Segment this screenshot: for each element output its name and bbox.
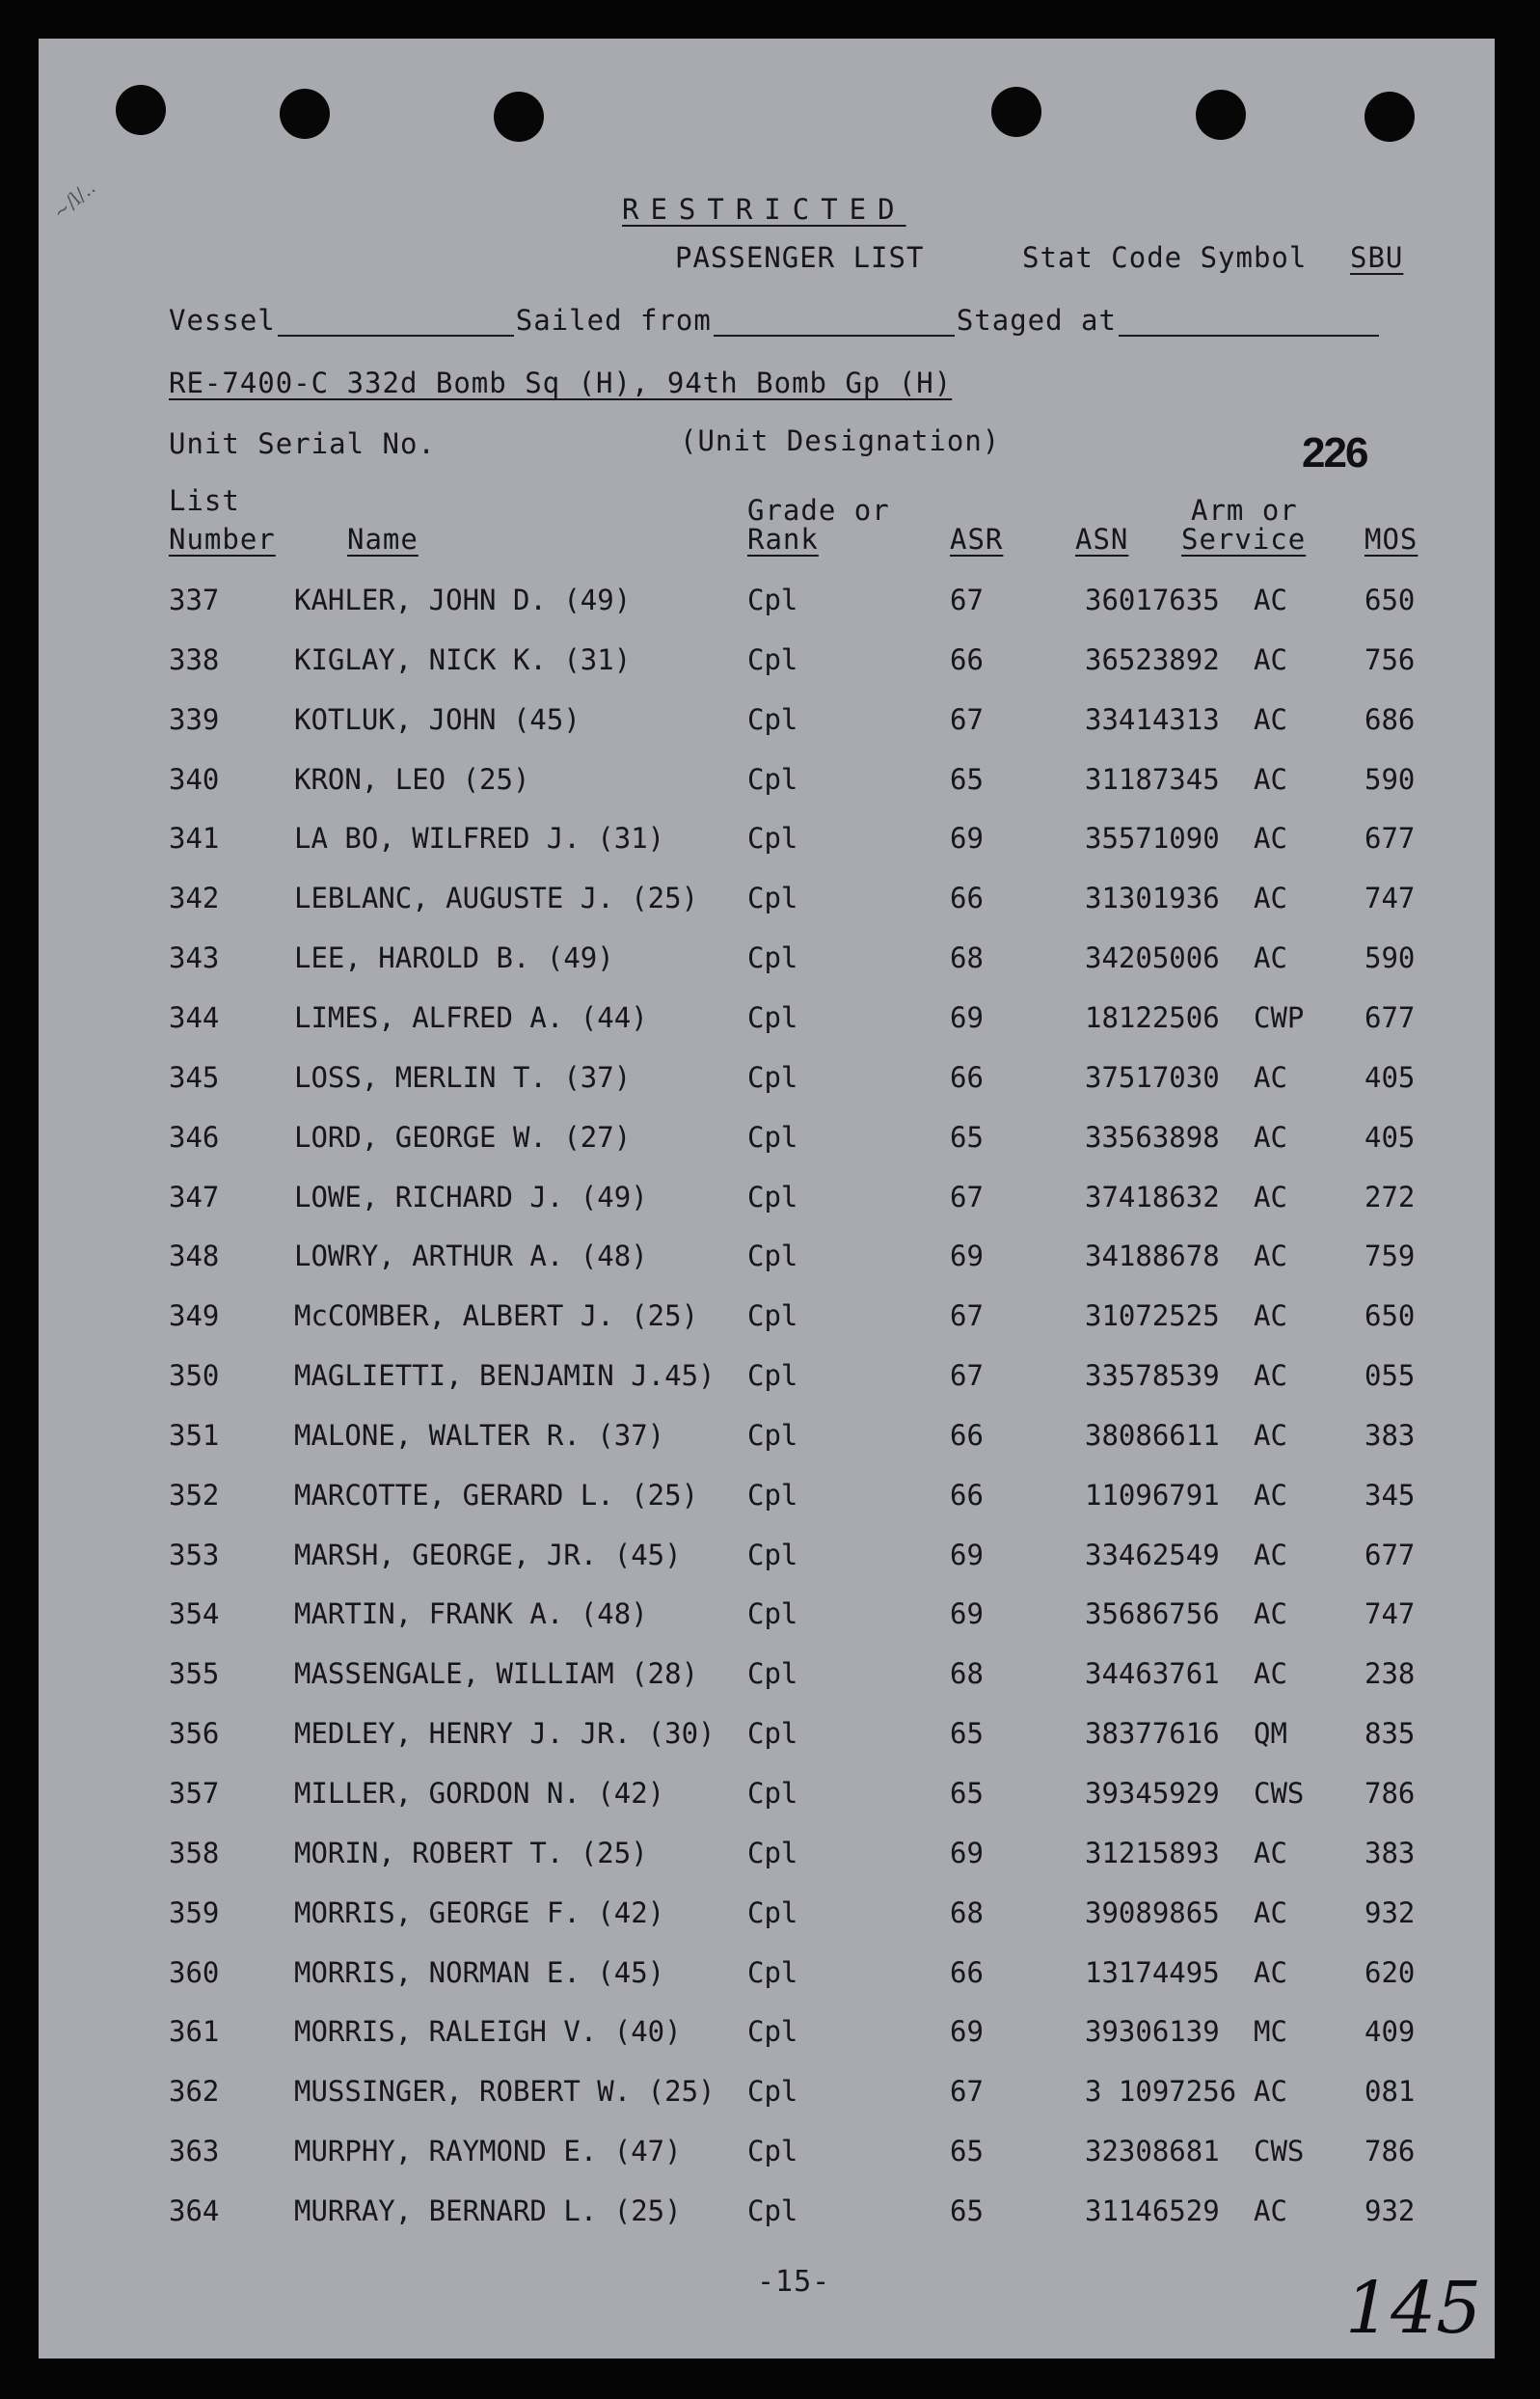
col-asn: ASN [1075,523,1129,556]
asn-cell: 39089865 [1085,1896,1220,1929]
col-list-number-line2: Number [169,523,276,556]
passenger-name-cell: MORRIS, RALEIGH V. (40) [294,2015,682,2048]
table-row [39,1001,1495,1040]
mos-cell: 759 [1364,1240,1416,1272]
table-row [39,2015,1495,2054]
service-cell: AC [1254,1121,1287,1154]
asn-cell: 34188678 [1085,1240,1220,1272]
asn-cell: 39306139 [1085,2015,1220,2048]
passenger-name-cell: MARCOTTE, GERARD L. (25) [294,1479,699,1512]
asn-cell: 18122506 [1085,1001,1220,1034]
passenger-name-cell: MORRIS, GEORGE F. (42) [294,1896,665,1929]
mos-cell: 650 [1364,1299,1416,1332]
passenger-name-cell: KRON, LEO (25) [294,763,530,796]
asn-cell: 38377616 [1085,1717,1220,1750]
col-grade-line1: Grade or [747,494,890,527]
mos-cell: 835 [1364,1717,1416,1750]
asn-cell: 36017635 [1085,584,1220,616]
list-number-cell: 363 [169,2135,220,2167]
mos-cell: 409 [1364,2015,1416,2048]
list-number-cell: 343 [169,941,220,974]
grade-cell: Cpl [747,1956,798,1989]
grade-cell: Cpl [747,1419,798,1452]
mos-cell: 677 [1364,1539,1416,1571]
service-cell: CWP [1254,1001,1305,1034]
table-row [39,763,1495,802]
mos-cell: 932 [1364,1896,1416,1929]
table-row [39,2195,1495,2233]
asr-cell: 69 [950,822,984,855]
passenger-name-cell: LEBLANC, AUGUSTE J. (25) [294,882,699,914]
mos-cell: 383 [1364,1419,1416,1452]
grade-cell: Cpl [747,1896,798,1929]
table-row [39,941,1495,980]
service-cell: CWS [1254,2135,1305,2167]
list-number-cell: 362 [169,2075,220,2108]
list-number-cell: 345 [169,1061,220,1094]
passenger-name-cell: MEDLEY, HENRY J. JR. (30) [294,1717,716,1750]
passenger-name-cell: KOTLUK, JOHN (45) [294,703,581,736]
stamped-number: 226 [1302,429,1367,477]
passenger-name-cell: McCOMBER, ALBERT J. (25) [294,1299,699,1332]
staged-at-label: Staged at [956,304,1117,337]
pencil-scribble: ~/l/.. [48,175,100,225]
table-row [39,643,1495,682]
mos-cell: 272 [1364,1181,1416,1213]
grade-cell: Cpl [747,1240,798,1272]
asr-cell: 67 [950,584,984,616]
asr-cell: 67 [950,1359,984,1392]
list-number-cell: 358 [169,1837,220,1869]
table-row [39,1061,1495,1100]
passenger-name-cell: LOWRY, ARTHUR A. (48) [294,1240,648,1272]
asn-cell: 36523892 [1085,643,1220,676]
sailed-from-blank [714,310,955,337]
service-cell: AC [1254,703,1287,736]
col-name: Name [347,523,419,556]
service-cell: AC [1254,1657,1287,1690]
list-number-cell: 340 [169,763,220,796]
list-number-cell: 347 [169,1181,220,1213]
service-cell: AC [1254,584,1287,616]
unit-serial-label: Unit Serial No. [169,427,436,460]
punch-hole [494,92,544,142]
asn-cell: 31072525 [1085,1299,1220,1332]
passenger-name-cell: MASSENGALE, WILLIAM (28) [294,1657,699,1690]
document-page [39,39,1495,2358]
list-number-cell: 359 [169,1896,220,1929]
grade-cell: Cpl [747,643,798,676]
mos-cell: 677 [1364,1001,1416,1034]
mos-cell: 383 [1364,1837,1416,1869]
col-asr: ASR [950,523,1004,556]
list-number-cell: 337 [169,584,220,616]
passenger-name-cell: LEE, HAROLD B. (49) [294,941,614,974]
asr-cell: 66 [950,643,984,676]
col-service-line1: Arm or [1191,494,1298,527]
asn-cell: 33578539 [1085,1359,1220,1392]
table-row [39,2075,1495,2113]
vessel-line [169,304,1381,337]
service-cell: AC [1254,1061,1287,1094]
mos-cell: 932 [1364,2195,1416,2227]
grade-cell: Cpl [747,1299,798,1332]
table-row [39,1657,1495,1696]
grade-cell: Cpl [747,1777,798,1810]
table-row [39,703,1495,742]
col-list-number-line1: List [169,484,240,517]
table-row [39,1837,1495,1875]
table-row [39,2135,1495,2173]
list-number-cell: 351 [169,1419,220,1452]
passenger-name-cell: MUSSINGER, ROBERT W. (25) [294,2075,716,2108]
punch-hole [1196,90,1246,140]
staged-at-blank [1119,310,1379,337]
mos-cell: 590 [1364,763,1416,796]
table-row [39,1539,1495,1577]
asr-cell: 65 [950,2135,984,2167]
asr-cell: 69 [950,1837,984,1869]
list-number-cell: 360 [169,1956,220,1989]
asn-cell: 32308681 [1085,2135,1220,2167]
list-number-cell: 357 [169,1777,220,1810]
handwritten-number: 145 [1345,2267,1482,2350]
grade-cell: Cpl [747,1001,798,1034]
service-cell: AC [1254,1597,1287,1630]
list-number-cell: 354 [169,1597,220,1630]
service-cell: AC [1254,2075,1287,2108]
service-cell: AC [1254,1956,1287,1989]
passenger-name-cell: MURPHY, RAYMOND E. (47) [294,2135,682,2167]
asr-cell: 66 [950,882,984,914]
asn-cell: 37517030 [1085,1061,1220,1094]
table-row [39,1717,1495,1756]
asr-cell: 68 [950,941,984,974]
asr-cell: 65 [950,763,984,796]
mos-cell: 081 [1364,2075,1416,2108]
page-number: -15- [757,2265,831,2299]
grade-cell: Cpl [747,941,798,974]
service-cell: AC [1254,1299,1287,1332]
passenger-name-cell: KAHLER, JOHN D. (49) [294,584,632,616]
grade-cell: Cpl [747,584,798,616]
asn-cell: 35686756 [1085,1597,1220,1630]
table-row [39,1121,1495,1159]
grade-cell: Cpl [747,2195,798,2227]
service-cell: AC [1254,941,1287,974]
service-cell: AC [1254,1181,1287,1213]
asr-cell: 69 [950,2015,984,2048]
asn-cell: 33563898 [1085,1121,1220,1154]
passenger-name-cell: MAGLIETTI, BENJAMIN J.45) [294,1359,716,1392]
mos-cell: 650 [1364,584,1416,616]
asr-cell: 65 [950,1777,984,1810]
asr-cell: 66 [950,1956,984,1989]
grade-cell: Cpl [747,1597,798,1630]
service-cell: AC [1254,1479,1287,1512]
punch-hole [1364,92,1415,142]
grade-cell: Cpl [747,822,798,855]
col-service-line2: Service [1181,523,1307,556]
passenger-name-cell: MORIN, ROBERT T. (25) [294,1837,648,1869]
mos-cell: 405 [1364,1121,1416,1154]
passenger-name-cell: LIMES, ALFRED A. (44) [294,1001,648,1034]
passenger-name-cell: MILLER, GORDON N. (42) [294,1777,665,1810]
list-number-cell: 353 [169,1539,220,1571]
asn-cell: 34205006 [1085,941,1220,974]
grade-cell: Cpl [747,1539,798,1571]
grade-cell: Cpl [747,703,798,736]
table-row [39,1597,1495,1636]
service-cell: AC [1254,1539,1287,1571]
asr-cell: 69 [950,1001,984,1034]
asr-cell: 68 [950,1657,984,1690]
grade-cell: Cpl [747,2075,798,2108]
grade-cell: Cpl [747,1657,798,1690]
grade-cell: Cpl [747,1121,798,1154]
table-row [39,1299,1495,1338]
passenger-name-cell: MALONE, WALTER R. (37) [294,1419,665,1452]
service-cell: AC [1254,643,1287,676]
asn-cell: 31146529 [1085,2195,1220,2227]
mos-cell: 686 [1364,703,1416,736]
asr-cell: 67 [950,2075,984,2108]
service-cell: MC [1254,2015,1287,2048]
punch-hole [116,85,166,135]
table-row [39,1479,1495,1517]
service-cell: QM [1254,1717,1287,1750]
mos-cell: 055 [1364,1359,1416,1392]
passenger-name-cell: MARTIN, FRANK A. (48) [294,1597,648,1630]
stat-code-value: SBU [1350,241,1404,274]
list-number-cell: 364 [169,2195,220,2227]
asr-cell: 67 [950,703,984,736]
asr-cell: 69 [950,1597,984,1630]
table-row [39,1777,1495,1815]
asr-cell: 66 [950,1419,984,1452]
vessel-blank [278,310,514,337]
asr-cell: 69 [950,1240,984,1272]
grade-cell: Cpl [747,1359,798,1392]
mos-cell: 405 [1364,1061,1416,1094]
asr-cell: 67 [950,1299,984,1332]
asr-cell: 65 [950,1121,984,1154]
grade-cell: Cpl [747,2135,798,2167]
table-row [39,882,1495,920]
service-cell: AC [1254,1240,1287,1272]
col-grade-line2: Rank [747,523,819,556]
table-row [39,1181,1495,1219]
table-row [39,822,1495,860]
asn-cell: 33414313 [1085,703,1220,736]
asn-cell: 3 1097256 [1085,2075,1237,2108]
asn-cell: 31187345 [1085,763,1220,796]
list-number-cell: 338 [169,643,220,676]
passenger-name-cell: LA BO, WILFRED J. (31) [294,822,665,855]
asn-cell: 38086611 [1085,1419,1220,1452]
list-number-cell: 355 [169,1657,220,1690]
col-mos: MOS [1364,523,1418,556]
sailed-from-label: Sailed from [515,304,712,337]
grade-cell: Cpl [747,882,798,914]
list-number-cell: 356 [169,1717,220,1750]
unit-line: RE-7400-C 332d Bomb Sq (H), 94th Bomb Gp (H) [169,367,953,399]
passenger-name-cell: MORRIS, NORMAN E. (45) [294,1956,665,1989]
mos-cell: 620 [1364,1956,1416,1989]
table-row [39,584,1495,622]
asn-cell: 39345929 [1085,1777,1220,1810]
mos-cell: 747 [1364,1597,1416,1630]
list-number-cell: 341 [169,822,220,855]
asr-cell: 66 [950,1479,984,1512]
asr-cell: 67 [950,1181,984,1213]
mos-cell: 786 [1364,1777,1416,1810]
table-row [39,1896,1495,1935]
asn-cell: 35571090 [1085,822,1220,855]
asn-cell: 31215893 [1085,1837,1220,1869]
service-cell: AC [1254,1837,1287,1869]
service-cell: AC [1254,1359,1287,1392]
mos-cell: 345 [1364,1479,1416,1512]
list-number-cell: 352 [169,1479,220,1512]
mos-cell: 786 [1364,2135,1416,2167]
passenger-name-cell: LOWE, RICHARD J. (49) [294,1181,648,1213]
list-number-cell: 339 [169,703,220,736]
asr-cell: 68 [950,1896,984,1929]
service-cell: AC [1254,822,1287,855]
list-number-cell: 349 [169,1299,220,1332]
asn-cell: 31301936 [1085,882,1220,914]
grade-cell: Cpl [747,1717,798,1750]
grade-cell: Cpl [747,1837,798,1869]
grade-cell: Cpl [747,763,798,796]
mos-cell: 677 [1364,822,1416,855]
passenger-name-cell: MURRAY, BERNARD L. (25) [294,2195,682,2227]
mos-cell: 747 [1364,882,1416,914]
service-cell: AC [1254,763,1287,796]
punch-hole [991,87,1041,137]
asn-cell: 37418632 [1085,1181,1220,1213]
mos-cell: 238 [1364,1657,1416,1690]
passenger-name-cell: LORD, GEORGE W. (27) [294,1121,632,1154]
asn-cell: 11096791 [1085,1479,1220,1512]
service-cell: CWS [1254,1777,1305,1810]
list-number-cell: 344 [169,1001,220,1034]
service-cell: AC [1254,2195,1287,2227]
asr-cell: 69 [950,1539,984,1571]
passenger-name-cell: MARSH, GEORGE, JR. (45) [294,1539,682,1571]
table-row [39,1956,1495,1995]
table-row [39,1419,1495,1458]
mos-cell: 756 [1364,643,1416,676]
grade-cell: Cpl [747,2015,798,2048]
list-number-cell: 348 [169,1240,220,1272]
document-title: RESTRICTED [622,193,906,226]
asn-cell: 13174495 [1085,1956,1220,1989]
list-number-cell: 346 [169,1121,220,1154]
grade-cell: Cpl [747,1479,798,1512]
list-number-cell: 361 [169,2015,220,2048]
list-number-cell: 342 [169,882,220,914]
passenger-name-cell: KIGLAY, NICK K. (31) [294,643,632,676]
grade-cell: Cpl [747,1181,798,1213]
punch-hole [280,89,330,139]
mos-cell: 590 [1364,941,1416,974]
asr-cell: 65 [950,2195,984,2227]
grade-cell: Cpl [747,1061,798,1094]
stat-code-label: Stat Code Symbol [1022,241,1308,274]
asn-cell: 34463761 [1085,1657,1220,1690]
table-row [39,1359,1495,1398]
document-subtitle: PASSENGER LIST [675,241,925,274]
asn-cell: 33462549 [1085,1539,1220,1571]
unit-designation-label: (Unit Designation) [680,424,1001,457]
vessel-label: Vessel [169,304,276,337]
service-cell: AC [1254,1419,1287,1452]
asr-cell: 66 [950,1061,984,1094]
service-cell: AC [1254,1896,1287,1929]
table-row [39,1240,1495,1278]
service-cell: AC [1254,882,1287,914]
passenger-name-cell: LOSS, MERLIN T. (37) [294,1061,632,1094]
asr-cell: 65 [950,1717,984,1750]
list-number-cell: 350 [169,1359,220,1392]
